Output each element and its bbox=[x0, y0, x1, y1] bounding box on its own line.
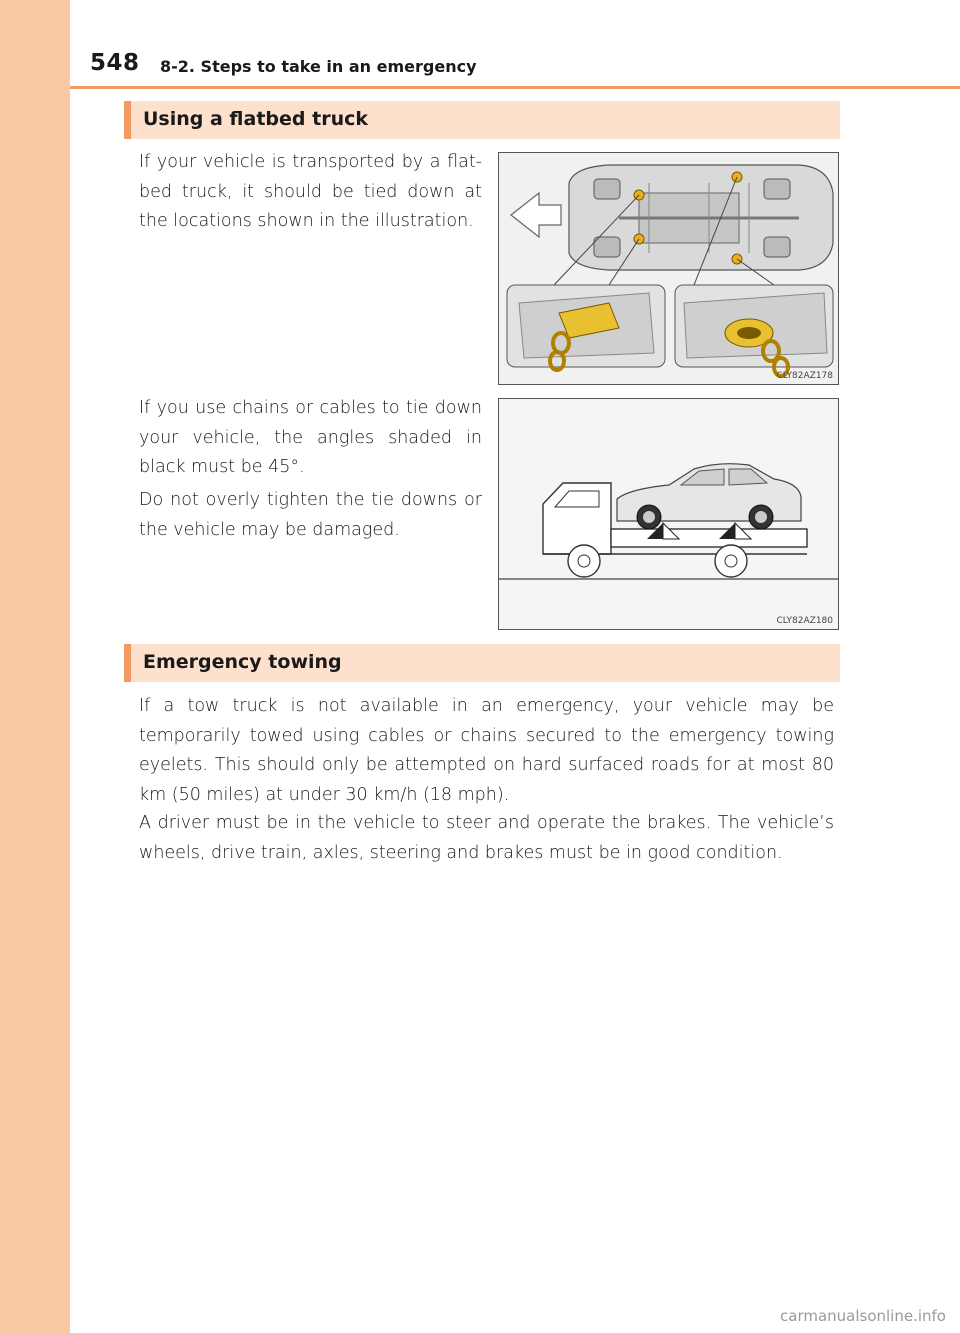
figure-tiedown-locations bbox=[498, 152, 839, 385]
side-band bbox=[0, 0, 70, 1333]
paragraph-tighten-warning: Do not overly tighten the tie downs or the vehicle may be damaged. bbox=[139, 490, 482, 540]
tiedown-illustration bbox=[499, 153, 838, 384]
car-underside bbox=[569, 165, 833, 270]
truck-bed bbox=[611, 529, 807, 547]
section-title: Emergency towing bbox=[143, 651, 342, 673]
flatbed-illustration bbox=[499, 399, 838, 629]
paragraph-emergency-towing: If a tow truck is not available in an emergency, your vehicle may be temporarily towed using cables or chains secured to the emergency towing eyelets. This should only be attempted on hard surfaced roads for at most 80 km (50 miles) at under 30 km/h (18 mph). bbox=[139, 696, 834, 805]
section-title: Using a flatbed truck bbox=[143, 108, 368, 130]
watermark: carmanualsonline.info bbox=[780, 1307, 946, 1325]
section-heading-flatbed bbox=[124, 101, 840, 139]
page-number: 548 bbox=[90, 50, 140, 76]
figure-code: CLY82AZ178 bbox=[776, 371, 833, 381]
header-rule bbox=[70, 86, 960, 89]
running-head: 8-2. Steps to take in an emergency bbox=[160, 57, 477, 76]
section-heading-emergency-towing bbox=[124, 644, 840, 682]
paragraph-driver-requirement: A driver must be in the vehicle to steer and operate the brakes. The vehicle’s wheels, drive train, axles, steering and brakes must be in good condition. bbox=[139, 813, 834, 863]
figure-flatbed-truck bbox=[498, 398, 839, 630]
paragraph-chain-angle: If you use chains or cables to tie down your vehicle, the angles shaded in black must be 45°. bbox=[139, 398, 482, 477]
figure-code: CLY82AZ180 bbox=[776, 616, 833, 626]
paragraph-flatbed-intro: If your vehicle is transported by a flat-bed truck, it should be tied down at the locations shown in the illustration. bbox=[139, 152, 482, 231]
